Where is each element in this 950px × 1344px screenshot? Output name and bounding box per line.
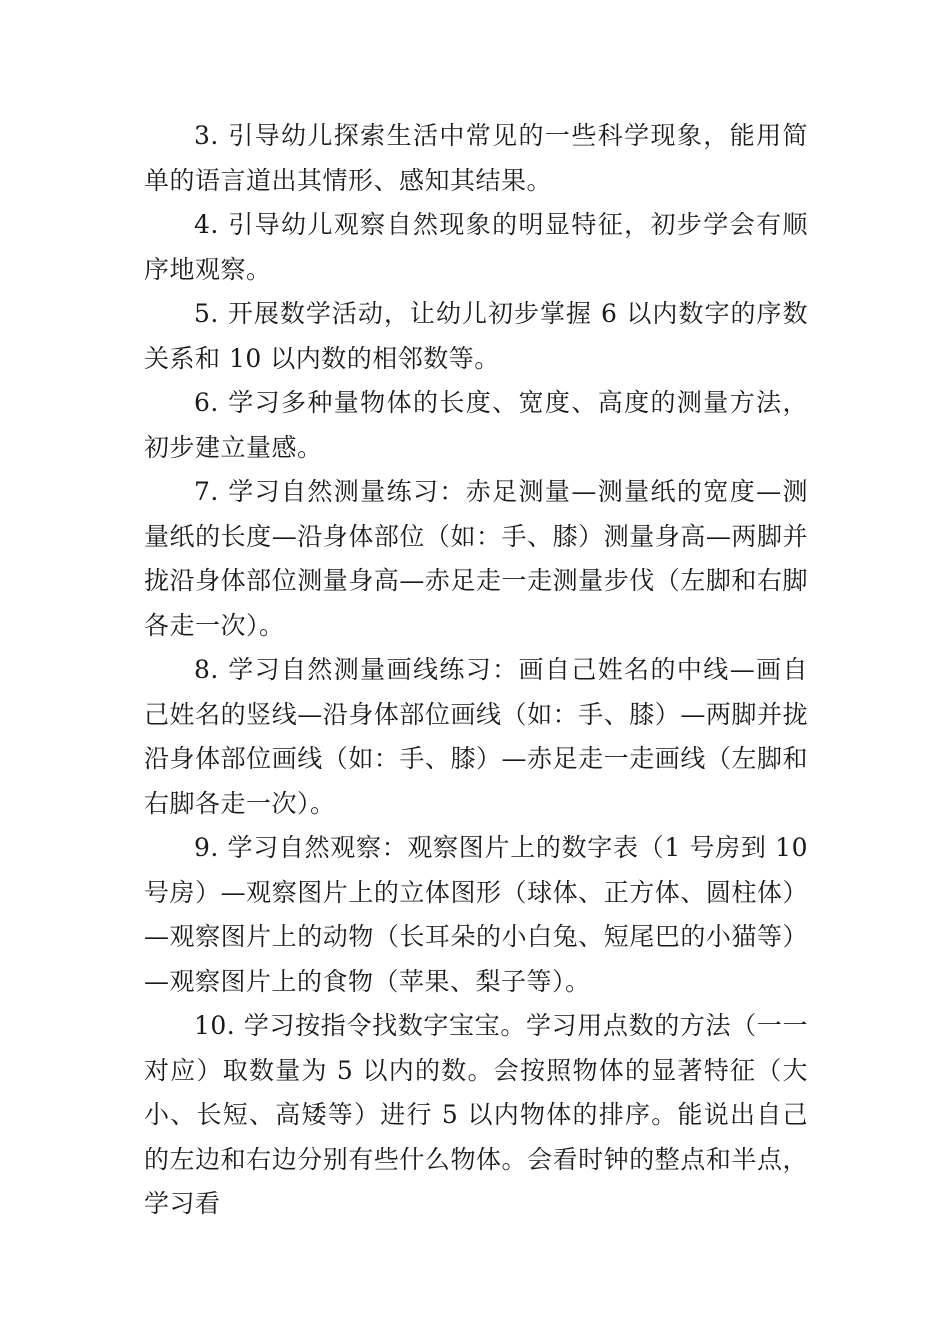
paragraph-item-8: 8. 学习自然测量画线练习：画自己姓名的中线—画自己姓名的竖线—沿身体部位画线（如：手、膝）—两脚并拢沿身体部位画线（如：手、膝）—赤足走一走画线（左脚和右脚各走一次）。: [144, 655, 808, 818]
document-body: [144, 114, 808, 1227]
paragraph-item-3: 3. 引导幼儿探索生活中常见的一些科学现象，能用简单的语言道出其情形、感知其结果。: [144, 121, 808, 195]
paragraph-item-6: 6. 学习多种量物体的长度、宽度、高度的测量方法，初步建立量感。: [144, 388, 808, 462]
paragraph-item-4: 4. 引导幼儿观察自然现象的明显特征，初步学会有顺序地观察。: [144, 210, 808, 284]
paragraph-item-7: 7. 学习自然测量练习：赤足测量—测量纸的宽度—测量纸的长度—沿身体部位（如：手、膝）测量身高—两脚并拢沿身体部位测量身高—赤足走一走测量步伐（左脚和右脚各走一次）。: [144, 477, 808, 640]
paragraph-item-9: 9. 学习自然观察：观察图片上的数字表（1 号房到 10 号房）—观察图片上的立体图形（球体、正方体、圆柱体）—观察图片上的动物（长耳朵的小白兔、短尾巴的小猫等）—观察图片上的食物（苹果、梨子等）。: [144, 833, 808, 996]
paragraph-item-10: 10. 学习按指令找数字宝宝。学习用点数的方法（一一对应）取数量为 5 以内的数。会按照物体的显著特征（大小、长短、高矮等）进行 5 以内物体的排序。能说出自己的左边和右边分别有些什么物体。会看时钟的整点和半点，学习看: [144, 1011, 808, 1218]
paragraph-item-5: 5. 开展数学活动，让幼儿初步掌握 6 以内数字的序数关系和 10 以内数的相邻数等。: [144, 299, 808, 373]
